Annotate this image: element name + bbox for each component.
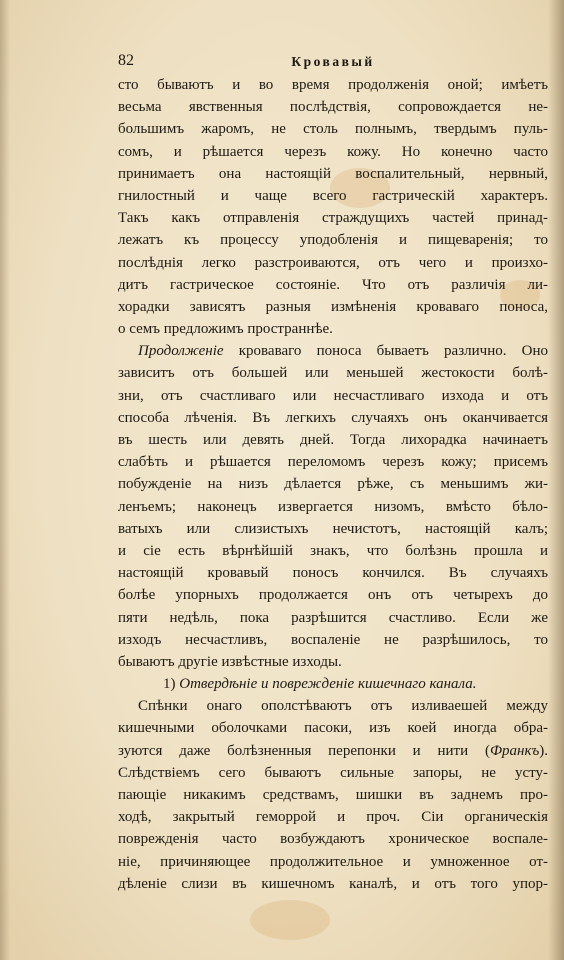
- text-line: [118, 851, 548, 873]
- text-line: [118, 540, 548, 562]
- line-text: пяти недѣль, пока разрѣшится счастливо. Если же: [118, 609, 548, 626]
- line-text: ленъемъ; наконецъ извергается низомъ, вмѣсто бѣло-: [118, 498, 548, 515]
- text-line: [118, 185, 548, 207]
- text-line: [118, 584, 548, 606]
- text-line: [118, 717, 548, 739]
- italic-term: Продолженіе: [138, 343, 224, 360]
- list-number: 1): [163, 676, 180, 693]
- text-line: [118, 296, 548, 318]
- page-right-shadow: [548, 0, 564, 960]
- line-text: побужденіе на низъ дѣлается рѣже, съ меньшимъ жи-: [118, 476, 548, 493]
- running-title: Кровавый: [291, 54, 375, 69]
- line-text: кроваваго поноса бываетъ различно. Оно: [223, 343, 548, 360]
- text-line: [118, 562, 548, 584]
- line-text: о семъ предложимъ пространнѣе.: [118, 321, 333, 338]
- text-line: [118, 673, 548, 695]
- text-line: [118, 451, 548, 473]
- line-text: ходѣ, закрытый геморрой и проч. Сіи органическія: [118, 809, 548, 826]
- text-line: [118, 607, 548, 629]
- page-left-shadow: [0, 0, 10, 960]
- section-heading: Отвердѣніе и поврежденіе кишечнаго канала.: [179, 676, 477, 693]
- line-text: и сіе есть вѣрнѣйшій знакъ, что болѣзнь прошла и: [118, 542, 548, 559]
- line-text: изходъ несчастливъ, воспаленіе не разрѣшилось, то: [118, 631, 548, 648]
- line-text: сто бываютъ и во время продолженія оной; имѣетъ: [118, 77, 548, 93]
- line-text: зависитъ отъ большей или меньшей жестокости болѣ-: [118, 365, 548, 382]
- text-line: [118, 873, 548, 895]
- text-line: [118, 252, 548, 274]
- text-line: [118, 340, 548, 362]
- line-text: ).: [539, 742, 548, 759]
- line-text: пающіе никакимъ средствамъ, шишки въ заднемъ про-: [118, 787, 548, 803]
- line-text: способа лѣченія. Въ легкихъ случаяхъ онъ оканчивается: [118, 409, 548, 426]
- text-line: [118, 141, 548, 163]
- text-line: [118, 74, 548, 96]
- line-text: въ шесть или девять дней. Тогда лихорадка начинаетъ: [118, 432, 548, 448]
- line-text: хорадки зависятъ разныя измѣненія кроваваго поноса,: [118, 298, 548, 315]
- text-line: [118, 274, 548, 296]
- line-text: дѣленіе слизи въ кишечномъ каналѣ, и отъ того упор-: [118, 875, 548, 892]
- body-text: [118, 74, 548, 895]
- text-line: [118, 762, 548, 784]
- text-line: [118, 496, 548, 518]
- text-line: [118, 740, 548, 762]
- text-line: [118, 518, 548, 540]
- italic-citation: Франкъ: [489, 742, 540, 759]
- line-text: лежатъ къ процессу уподобленія и пищеваренія; то: [118, 232, 548, 249]
- line-text: бываютъ другіе извѣстные изходы.: [118, 653, 342, 670]
- line-text: зуются даже болѣзненныя перепонки и нити (: [118, 742, 490, 759]
- line-text: болѣе упорныхъ продолжается онъ отъ четырехъ до: [118, 587, 548, 604]
- line-text: Спѣнки онаго ополстѣваютъ отъ изливаешей между: [138, 698, 548, 715]
- text-line: [118, 828, 548, 850]
- page-header: [118, 52, 548, 76]
- text-line: [118, 651, 548, 673]
- page-number: 82: [118, 52, 134, 69]
- text-line: [118, 96, 548, 118]
- line-text: сомъ, и рѣшается черезъ кожу. Но конечно часто: [118, 143, 548, 160]
- text-line: [118, 362, 548, 384]
- line-text: ніе, причиняющее продолжительное и умноженное от-: [118, 853, 548, 870]
- line-text: слабѣть и рѣшается переломомъ черезъ кожу; присемъ: [118, 454, 548, 471]
- text-line: [118, 695, 548, 717]
- line-text: большимъ жаромъ, не столь полнымъ, твердымъ пуль-: [118, 121, 548, 138]
- line-text: поврежденія часто возбуждаютъ хроническое воспале-: [118, 831, 548, 848]
- text-line: [118, 118, 548, 140]
- text-line: [118, 629, 548, 651]
- text-line: [118, 318, 548, 340]
- text-line: [118, 806, 548, 828]
- line-text: весьма явственныя послѣдствія, сопровождается не-: [118, 99, 548, 116]
- text-line: [118, 385, 548, 407]
- line-text: кишечными оболочками пасоки, изъ коей иногда обра-: [118, 720, 548, 737]
- text-line: [118, 784, 548, 806]
- line-text: настоящій кровавый поносъ кончился. Въ случаяхъ: [118, 565, 548, 582]
- line-text: принимаетъ она настоящій воспалительный, нервный,: [118, 165, 548, 182]
- text-line: [118, 207, 548, 229]
- text-line: [118, 407, 548, 429]
- paper-stain: [250, 900, 330, 940]
- line-text: Слѣдствіемъ сего бываютъ сильные запоры, не усту-: [118, 764, 548, 781]
- line-text: Такъ какъ отправленія страждущихъ частей принад-: [118, 210, 548, 227]
- line-text: гнилостный и чаще всего гастрическій характеръ.: [118, 187, 548, 204]
- line-text: послѣднія легко разстроиваются, отъ чего и произхо-: [118, 254, 548, 271]
- text-line: [118, 473, 548, 495]
- line-text: ватыхъ или слизистыхъ нечистотъ, настоящій калъ;: [118, 520, 548, 537]
- text-line: [118, 163, 548, 185]
- text-line: [118, 429, 548, 451]
- line-text: дитъ гастрическое состояніе. Что отъ различія ли-: [118, 276, 548, 293]
- text-line: [118, 229, 548, 251]
- line-text: зни, отъ счастливаго или несчастливаго изхода и отъ: [118, 387, 548, 404]
